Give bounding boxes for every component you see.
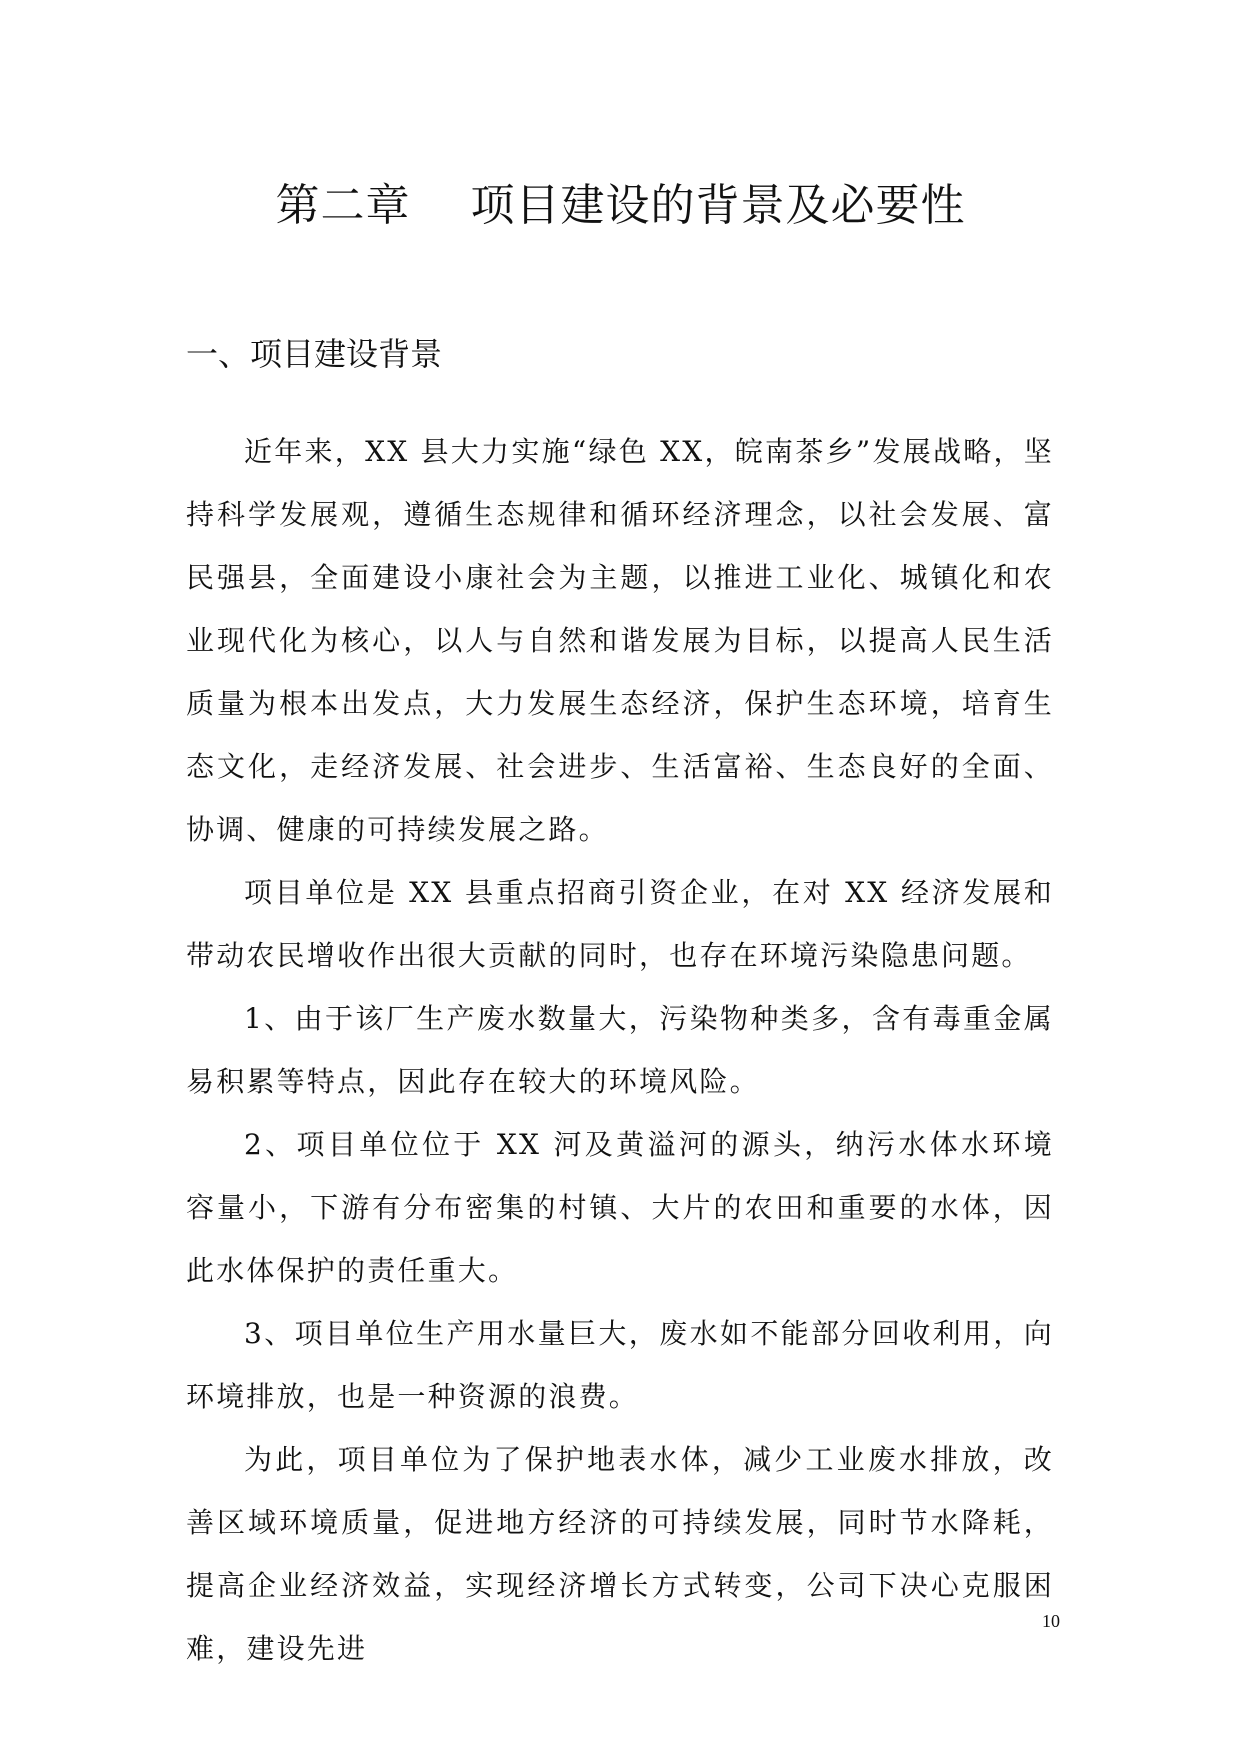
body-text (186, 420, 1054, 1680)
chapter-title: 第二章 项目建设的背景及必要性 (275, 180, 966, 231)
paragraph: 近年来，XX 县大力实施“绿色 XX，皖南茶乡”发展战略，坚持科学发展观，遵循生态规律和循环经济理念，以社会发展、富民强县，全面建设小康社会为主题，以推进工业化、城镇化和农业现代化为核心，以人与自然和谐发展为目标，以提高人民生活质量为根本出发点，大力发展生态经济，保护生态环境，培育生态文化，走经济发展、社会进步、生活富裕、生态良好的全面、协调、健康的可持续发展之路。 (186, 435, 1054, 846)
section-heading: 一、项目建设背景 (186, 335, 443, 373)
paragraph: 为此，项目单位为了保护地表水体，减少工业废水排放，改善区域环境质量，促进地方经济的可持续发展，同时节水降耗，提高企业经济效益，实现经济增长方式转变，公司下决心克服困难，建设先进 (186, 1443, 1054, 1665)
paragraph: 2、项目单位位于 XX 河及黄溢河的源头，纳污水体水环境容量小，下游有分布密集的村镇、大片的农田和重要的水体，因此水体保护的责任重大。 (186, 1128, 1054, 1287)
paragraph: 1、由于该厂生产废水数量大，污染物种类多，含有毒重金属易积累等特点，因此存在较大的环境风险。 (186, 1002, 1054, 1098)
paragraph: 项目单位是 XX 县重点招商引资企业，在对 XX 经济发展和带动农民增收作出很大贡献的同时，也存在环境污染隐患问题。 (186, 876, 1054, 972)
page-number: 10 (1042, 1611, 1060, 1631)
paragraph: 3、项目单位生产用水量巨大，废水如不能部分回收利用，向环境排放，也是一种资源的浪费。 (186, 1317, 1054, 1413)
